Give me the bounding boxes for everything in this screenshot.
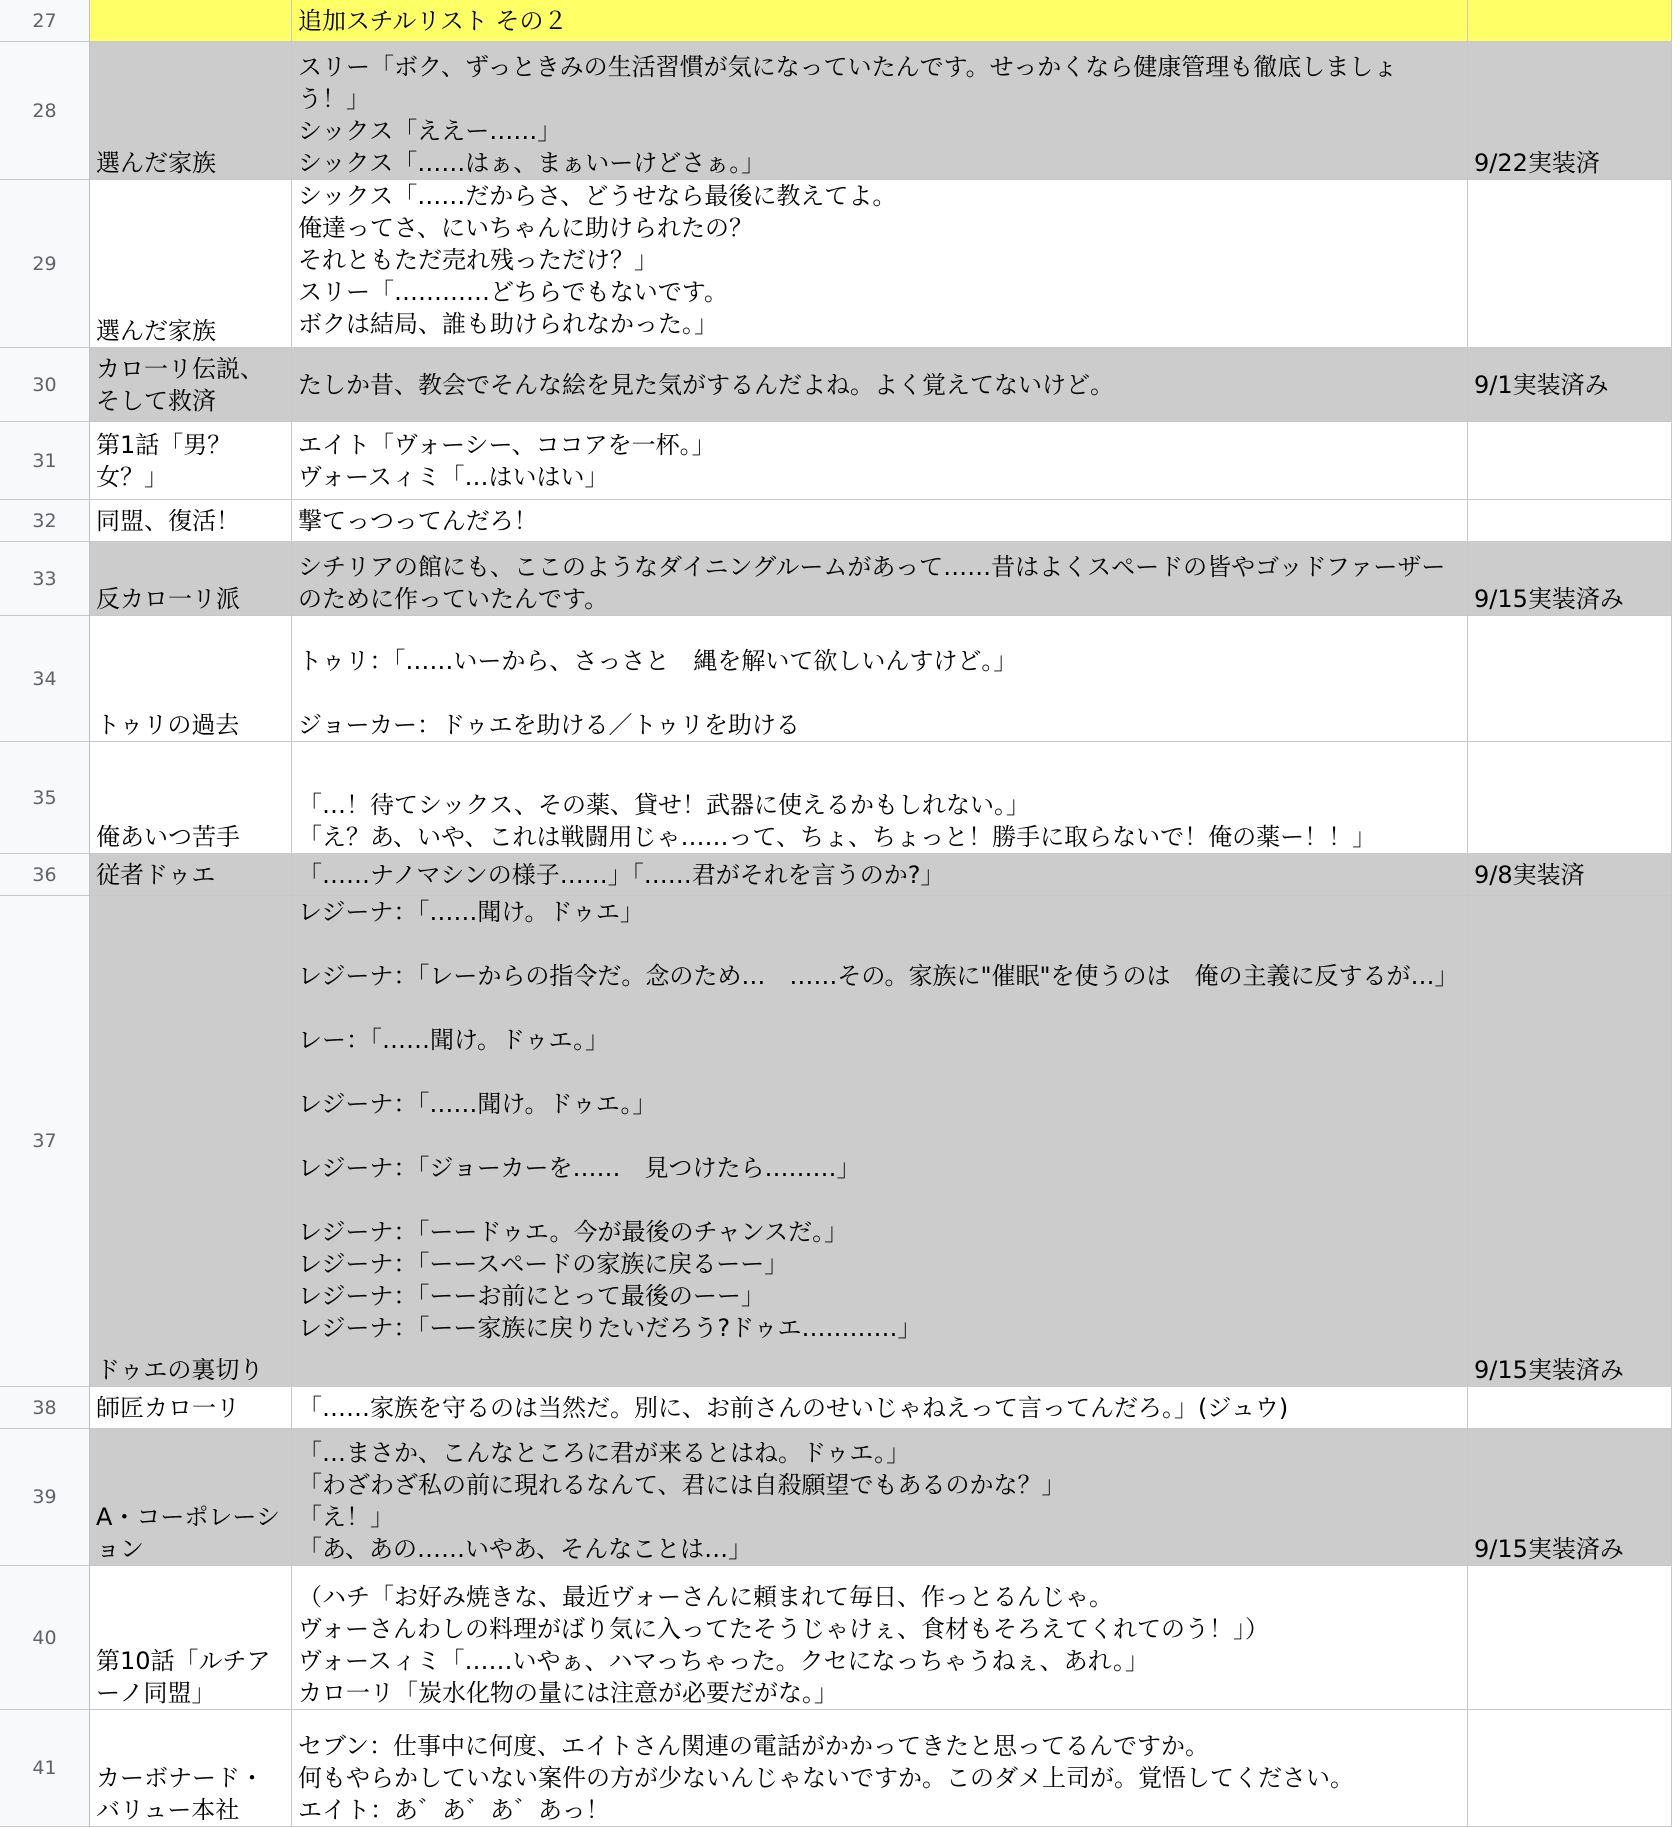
title-cell[interactable]: 選んだ家族 [90,180,292,348]
content-cell[interactable]: 追加スチルリスト その２ [292,0,1468,42]
row-number-38[interactable]: 38 [0,1387,90,1429]
title-cell[interactable]: 第10話「ルチアーノ同盟」 [90,1566,292,1710]
title-cell[interactable]: ドゥエの裏切り [90,896,292,1387]
row-number-28[interactable]: 28 [0,42,90,180]
content-cell[interactable]: 「…まさか、こんなところに君が来るとはね。ドゥエ。」 「わざわざ私の前に現れるなんて、君には自殺願望でもあるのかな？」 「え！」 「あ、あの……いやあ、そんなことは…」 [292,1429,1468,1566]
content-cell[interactable]: シックス「……だからさ、どうせなら最後に教えてよ。 俺達ってさ、にいちゃんに助けられたの？ それともただ売れ残っただけ？」 スリー「…………どちらでもないです。 ボクは結局、誰も助けられなかった。」 [292,180,1468,348]
status-cell[interactable]: 9/15実装済み [1468,542,1672,616]
row-number-27[interactable]: 27 [0,0,90,42]
status-cell[interactable] [1468,422,1672,500]
status-cell[interactable] [1468,1710,1672,1827]
content-cell[interactable]: 撃てっつってんだろ！ [292,500,1468,542]
content-cell[interactable]: エイト「ヴォーシー、ココアを一杯。」 ヴォースィミ「…はいはい」 [292,422,1468,500]
row-number-35[interactable]: 35 [0,742,90,854]
status-cell[interactable] [1468,616,1672,742]
row-number-32[interactable]: 32 [0,500,90,542]
status-cell[interactable]: 9/15実装済み [1468,896,1672,1387]
row-number-40[interactable]: 40 [0,1566,90,1710]
title-cell[interactable]: トゥリの過去 [90,616,292,742]
content-cell[interactable]: （ハチ「お好み焼きな、最近ヴォーさんに頼まれて毎日、作っとるんじゃ。 ヴォーさんわしの料理がばり気に入ってたそうじゃけぇ、食材もそろえてくれてのう！」） ヴォースィミ「……いやぁ、ハマっちゃった。クセになっちゃうねぇ、あれ。」 カロ一リ「炭水化物の量には注意が必要だがな。」 [292,1566,1468,1710]
content-cell[interactable]: スリー「ボク、ずっときみの生活習慣が気になっていたんです。せっかくなら健康管理も徹底しましょう！」 シックス「ええー……」 シックス「……はぁ、まぁいーけどさぁ。」 [292,42,1468,180]
content-cell[interactable]: たしか昔、教会でそんな絵を見た気がするんだよね。よく覚えてないけど。 [292,348,1468,422]
row-number-34[interactable]: 34 [0,616,90,742]
row-number-37[interactable]: 37 [0,896,90,1387]
status-cell[interactable]: 9/15実装済み [1468,1429,1672,1566]
status-cell[interactable] [1468,742,1672,854]
status-cell[interactable]: 9/1実装済み [1468,348,1672,422]
title-cell[interactable] [90,0,292,42]
row-number-41[interactable]: 41 [0,1710,90,1827]
row-number-30[interactable]: 30 [0,348,90,422]
title-cell[interactable]: 反カロ一リ派 [90,542,292,616]
status-cell[interactable] [1468,180,1672,348]
title-cell[interactable]: 従者ドゥエ [90,854,292,896]
title-cell[interactable]: 選んだ家族 [90,42,292,180]
row-number-31[interactable]: 31 [0,422,90,500]
content-cell[interactable]: セブン：仕事中に何度、エイトさん関連の電話がかかってきたと思ってるんですか。 何もやらかしていない案件の方が少ないんじゃないですか。このダメ上司が。覚悟してください。 エイト：あ゛あ゛あ゛あっ！ [292,1710,1468,1827]
title-cell[interactable]: 俺あいつ苦手 [90,742,292,854]
status-cell[interactable] [1468,1387,1672,1429]
title-cell[interactable]: カロ一リ伝説、 そして救済 [90,348,292,422]
sheet-edge [1672,0,1680,1827]
content-cell[interactable]: 「…！待てシックス、その薬、貸せ！武器に使えるかもしれない。」 「え？あ、いや、これは戦闘用じゃ……って、ちょ、ちょっと！勝手に取らないで！俺の薬ー！！」 [292,742,1468,854]
status-cell[interactable] [1468,500,1672,542]
content-cell[interactable]: 「……家族を守るのは当然だ。別に、お前さんのせいじゃねえって言ってんだろ。」(ジュウ) [292,1387,1468,1429]
row-number-39[interactable]: 39 [0,1429,90,1566]
status-cell[interactable]: 9/8実装済 [1468,854,1672,896]
status-cell[interactable] [1468,1566,1672,1710]
row-number-29[interactable]: 29 [0,180,90,348]
content-cell[interactable]: 「……ナノマシンの様子……」「……君がそれを言うのか?」 [292,854,1468,896]
content-cell[interactable]: レジーナ：「……聞け。ドゥエ」 レジーナ：「レーからの指令だ。念のため… ……その。家族に"催眠"を使うのは 俺の主義に反するが…」 レー：「……聞け。ドゥエ。」 レジーナ：「……聞け。ドゥエ。」 レジーナ：「ジョーカーを…… 見つけたら………」 レジーナ：「ーードゥエ。今が最後のチャンスだ。」 レジーナ：「ーースペードの家族に戻るーー」 レジーナ：「ーーお前にとって最後のーー」 レジーナ：「ーー家族に戻りたいだろう?ドゥエ…………」 [292,896,1468,1387]
status-cell[interactable] [1468,0,1672,42]
content-cell[interactable]: シチリアの館にも、ここのようなダイニングルームがあって……昔はよくスペードの皆やゴッドファーザーのために作っていたんです。 [292,542,1468,616]
row-number-33[interactable]: 33 [0,542,90,616]
row-number-36[interactable]: 36 [0,854,90,896]
title-cell[interactable]: 同盟、復活！ [90,500,292,542]
title-cell[interactable]: 師匠カロ一リ [90,1387,292,1429]
title-cell[interactable]: 第1話「男？ 女？」 [90,422,292,500]
status-cell[interactable]: 9/22実装済 [1468,42,1672,180]
content-cell[interactable]: トゥリ：「……いーから、さっさと 縄を解いて欲しいんすけど。」 ジョーカー：ドゥエを助ける／トゥリを助ける [292,616,1468,742]
title-cell[interactable]: カーボナード・バリュー本社 [90,1710,292,1827]
title-cell[interactable]: A・コーポレーション [90,1429,292,1566]
